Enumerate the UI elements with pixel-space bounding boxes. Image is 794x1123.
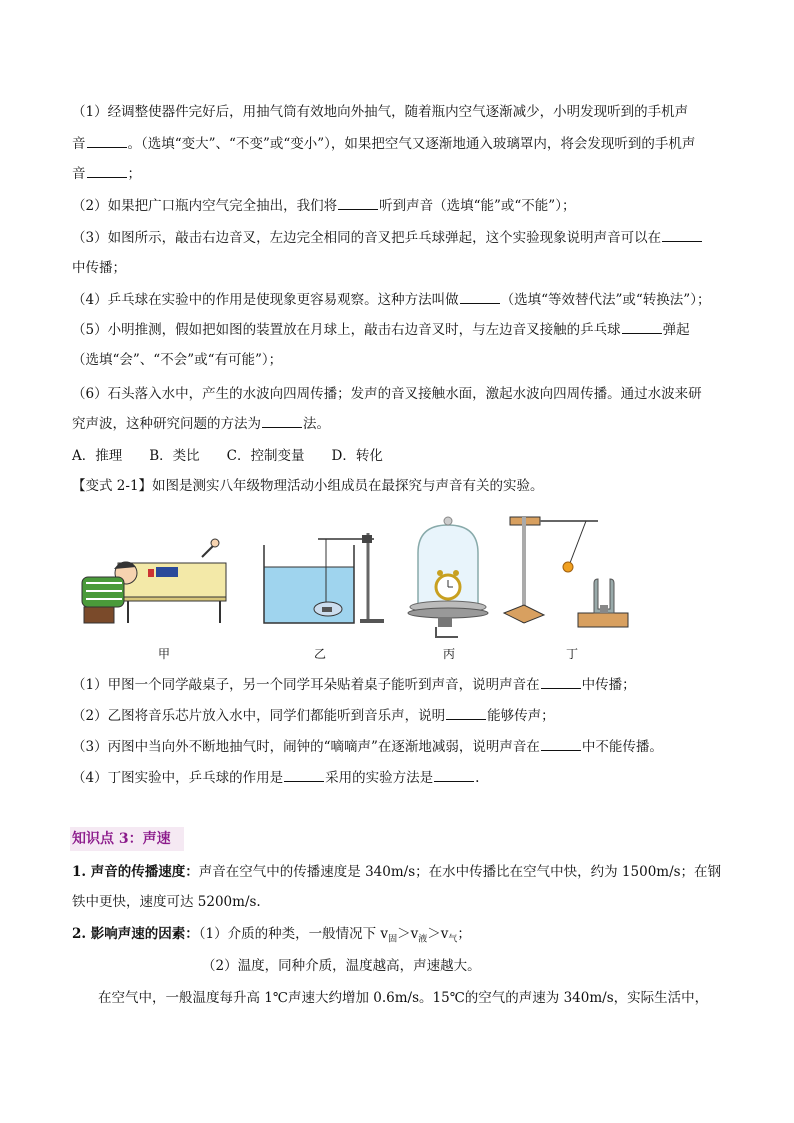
- options-line: A．推理 B．类比 C．控制变量 D．转化: [72, 448, 383, 464]
- caption-yi: 乙: [314, 647, 327, 661]
- caption-bing: 丙: [443, 647, 456, 661]
- q2-line: （2）如果把广口瓶内空气完全抽出，我们将 听到声音（选填“能”或“不能”）；: [72, 198, 576, 214]
- q6-line-a: （6）石头落入水中，产生的水波向四周传播；发声的音叉接触水面，激起水波向四周传播。通过水波来研: [72, 386, 702, 402]
- answer-blank[interactable]: [87, 135, 127, 148]
- speed-line-1: 1. 声音的传播速度：声音在空气中的传播速度是 340m/s；在水中传播比在空气中快，约为 1500m/s；在钢: [72, 864, 722, 880]
- q3-line-a: （3）如图所示，敲击右边音叉，左边完全相同的音叉把乒乓球弹起，这个实验现象说明声音可以在: [72, 228, 703, 248]
- answer-blank[interactable]: [541, 738, 581, 751]
- q6-line-b: 究声波，这种研究问题的方法为 法。: [72, 416, 330, 432]
- factors-line-1: 2. 影响声速的因素：（1）介质的种类，一般情况下 $v_固>v_液>v_气$；: [72, 926, 471, 945]
- figure-bing-belljar: [408, 517, 488, 637]
- q3-line-b: 中传播；: [72, 260, 126, 276]
- speed-line-2: 铁中更快，速度可达 5200m/s.: [72, 894, 261, 910]
- experiment-figure: [78, 505, 638, 665]
- q1-line-a: （1）经调整使器件完好后，用抽气筒有效地向外抽气，随着瓶内空气逐渐减少，小明发现听到的手机声: [72, 104, 689, 120]
- answer-blank[interactable]: [87, 165, 127, 178]
- answer-blank[interactable]: [460, 291, 500, 304]
- q4-line: （4）乒乓球在实验中的作用是使现象更容易观察。这种方法叫做 （选填“等效替代法”或“转换法”）；: [72, 292, 711, 308]
- figure-ding-tuningfork: [504, 517, 628, 627]
- variant-q2: （2）乙图将音乐芯片放入水中，同学们都能听到音乐声，说明 能够传声；: [72, 708, 555, 724]
- factors-line-2: （2）温度，同种介质，温度越高，声速越大。: [202, 958, 481, 974]
- answer-blank[interactable]: [434, 769, 474, 782]
- answer-blank[interactable]: [662, 229, 702, 242]
- variant-title: 【变式 2-1】如图是测实八年级物理活动小组成员在最探究与声音有关的实验。: [72, 478, 544, 494]
- q1-line-b: 音 。（选填“变大”、“不变”或“变小”），如果把空气又逐渐地通入玻璃罩内，将会发现听到的手机声: [72, 136, 696, 152]
- answer-blank[interactable]: [284, 769, 324, 782]
- variant-q3: （3）丙图中当向外不断地抽气时，闹钟的“嘀嘀声”在逐渐地减弱，说明声音在 中不能传播。: [72, 739, 663, 755]
- variant-q4: （4）丁图实验中，乒乓球的作用是 采用的实验方法是 .: [72, 770, 480, 786]
- caption-jia: 甲: [158, 647, 171, 661]
- section-heading: 知识点 3：声速: [72, 831, 171, 847]
- variant-q1: （1）甲图一个同学敲桌子，另一个同学耳朵贴着桌子能听到声音，说明声音在 中传播；: [72, 677, 636, 693]
- answer-blank[interactable]: [262, 415, 302, 428]
- answer-blank[interactable]: [622, 321, 662, 334]
- figure-jia-desk: [82, 539, 226, 623]
- q5-line-a: （5）小明推测，假如把如图的装置放在月球上，敲击右边音叉时，与左边音叉接触的乒乓球 弹起: [72, 322, 690, 338]
- q1-line-c: 音 ；: [72, 166, 141, 182]
- answer-blank[interactable]: [338, 197, 378, 210]
- answer-blank[interactable]: [541, 676, 581, 689]
- q5-line-b: （选填“会”、“不会”或“有可能”）；: [72, 352, 283, 368]
- figure-yi-tank: [264, 533, 384, 623]
- air-speed-line: 在空气中，一般温度每升高 1℃声速大约增加 0.6m/s。15℃的空气的声速为 340m/s，实际生活中，: [98, 990, 709, 1006]
- caption-ding: 丁: [566, 647, 579, 661]
- answer-blank[interactable]: [446, 707, 486, 720]
